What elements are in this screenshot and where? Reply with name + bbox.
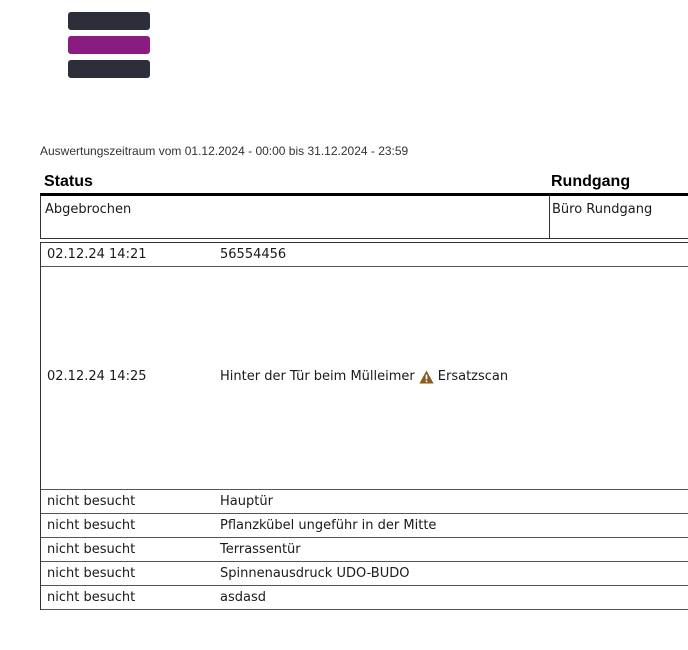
summary-row <box>40 196 688 239</box>
table-row <box>41 514 688 538</box>
row-place: Spinnenausdruck UDO-BUDO <box>220 566 410 581</box>
row-note: Ersatzscan <box>437 369 509 384</box>
row-place: Hauptür <box>220 494 273 509</box>
evaluation-period: Auswertungszeitraum vom 01.12.2024 - 00:00 bis 31.12.2024 - 23:59 <box>40 144 409 158</box>
logo-bar-top <box>68 12 150 30</box>
column-divider <box>549 196 550 238</box>
row-place: 56554456 <box>220 247 287 262</box>
column-header-status: Status <box>44 173 93 190</box>
table-row <box>41 267 688 490</box>
table-row <box>41 586 688 610</box>
table-row <box>41 562 688 586</box>
company-logo <box>68 12 150 84</box>
row-place: Pflanzkübel ungeführ in der Mitte <box>220 518 437 533</box>
table-row <box>41 538 688 562</box>
table-row <box>41 243 688 267</box>
row-time: nicht besucht <box>47 590 136 605</box>
table-row <box>41 490 688 514</box>
logo-bar-middle <box>68 36 150 54</box>
checkpoint-table <box>40 242 688 610</box>
row-time: 02.12.24 14:21 <box>47 247 147 262</box>
row-place: Hinter der Tür beim Mülleimer <box>220 369 415 384</box>
summary-rundgang: Büro Rundgang <box>552 202 653 217</box>
row-time: nicht besucht <box>47 494 136 509</box>
row-time: 02.12.24 14:25 <box>47 369 147 384</box>
logo-bar-bottom <box>68 60 150 78</box>
column-header-rundgang: Rundgang <box>551 173 631 190</box>
row-place: Terrassentür <box>220 542 301 557</box>
row-time: nicht besucht <box>47 566 136 581</box>
row-time: nicht besucht <box>47 542 136 557</box>
row-time: nicht besucht <box>47 518 136 533</box>
summary-status: Abgebrochen <box>45 202 132 217</box>
warning-icon <box>419 370 434 384</box>
row-place: asdasd <box>220 590 266 605</box>
